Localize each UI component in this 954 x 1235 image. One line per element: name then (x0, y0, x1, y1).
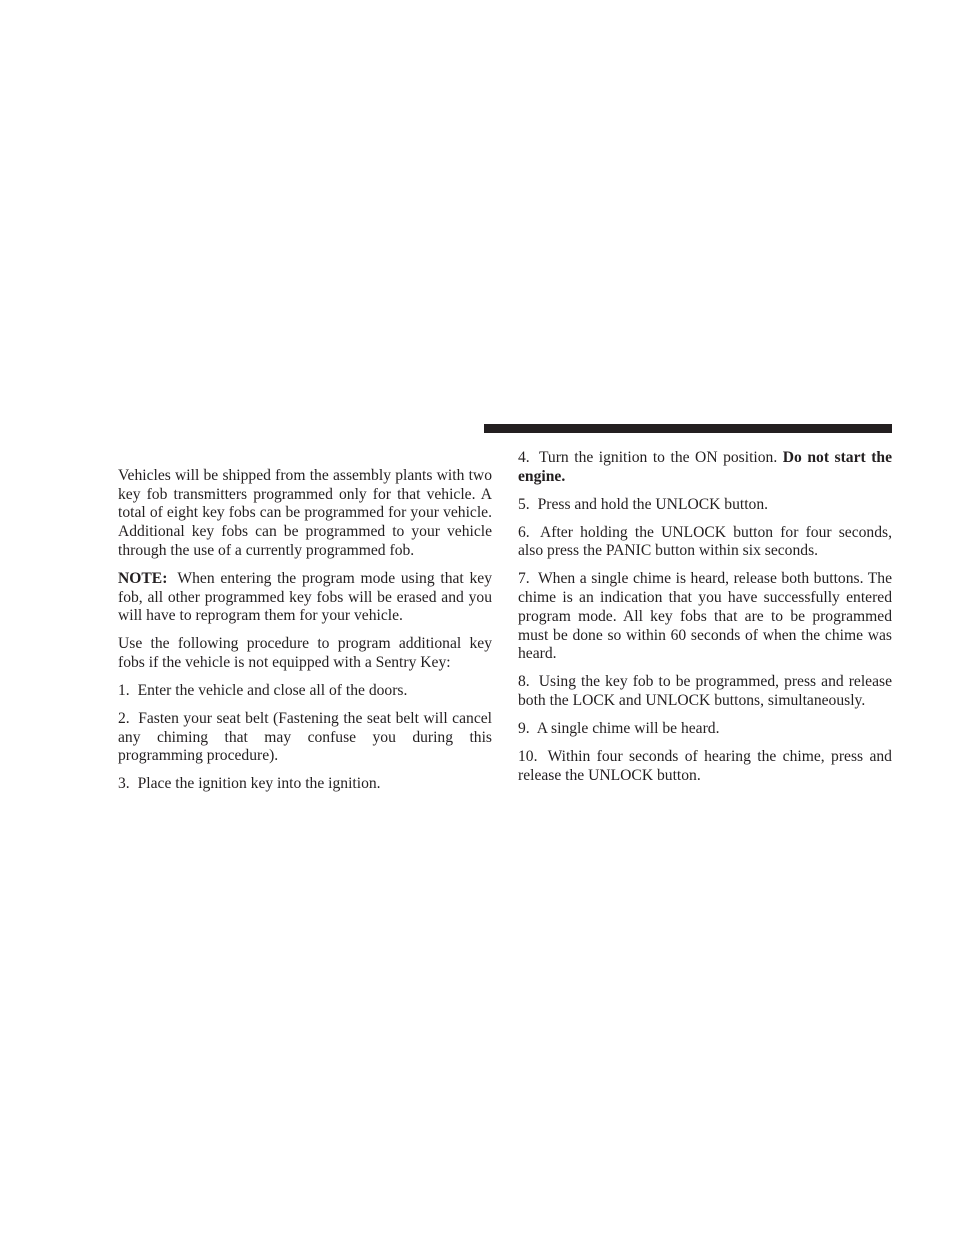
step-text: After holding the UNLOCK button for four seconds, also press the PANIC button within six seconds. (518, 523, 892, 560)
step-9 (518, 720, 892, 739)
note-text: When entering the program mode using that key fob, all other programmed key fobs will be erased and you will have to reprogram them for your vehicle. (118, 569, 492, 625)
step-number: 2. (118, 709, 130, 727)
step-6 (518, 524, 892, 561)
left-column (118, 467, 492, 794)
step-3 (118, 775, 492, 794)
step-text: Fasten your seat belt (Fastening the seat belt will cancel any chiming that may confuse you during this programming procedure). (118, 709, 492, 765)
step-number: 4. (518, 449, 530, 466)
step-7 (518, 570, 892, 664)
step-text: Within four seconds of hearing the chime, press and release the UNLOCK button. (518, 747, 892, 784)
step-number: 7. (518, 570, 530, 588)
step-text: Press and hold the UNLOCK button. (537, 495, 769, 513)
step-text: Turn the ignition to the ON position. (538, 449, 778, 466)
step-text: Enter the vehicle and close all of the doors. (137, 681, 408, 699)
step-1 (118, 682, 492, 701)
note-label: NOTE: (118, 569, 168, 587)
step-text: A single chime will be heard. (536, 719, 720, 737)
section-header-rule (484, 424, 892, 433)
note-paragraph (118, 570, 492, 626)
step-number: 8. (518, 673, 530, 691)
step-number: 5. (518, 495, 530, 513)
right-column (518, 449, 892, 785)
step-number: 10. (518, 747, 538, 765)
step-text: When a single chime is heard, release both buttons. The chime is an indication that you have successfully entered program mode. All key fobs that are to be programmed must be done so within 60 seconds of when the chime was heard. (518, 570, 892, 663)
intro-paragraph: Vehicles will be shipped from the assembly plants with two key fob transmitters programmed only for that vehicle. A total of eight key fobs can be programmed for your vehicle. Additional key fobs can be programmed to your vehicle through the use of a currently programmed fob. (118, 467, 492, 559)
step-number: 1. (118, 681, 130, 699)
step-warning: Do not start the engine. (518, 449, 893, 485)
step-2 (118, 710, 492, 766)
step-4 (518, 449, 892, 486)
step-number: 6. (518, 523, 530, 541)
step-text: Using the key fob to be programmed, press and release both the LOCK and UNLOCK buttons, simultaneously. (518, 673, 892, 709)
procedure-intro: Use the following procedure to program additional key fobs if the vehicle is not equipped with a Sentry Key: (118, 635, 492, 671)
step-number: 3. (118, 775, 130, 793)
step-text: Place the ignition key into the ignition. (137, 775, 381, 793)
step-8 (518, 673, 892, 710)
step-number: 9. (518, 719, 530, 737)
step-5 (518, 496, 892, 515)
step-10 (518, 748, 892, 785)
